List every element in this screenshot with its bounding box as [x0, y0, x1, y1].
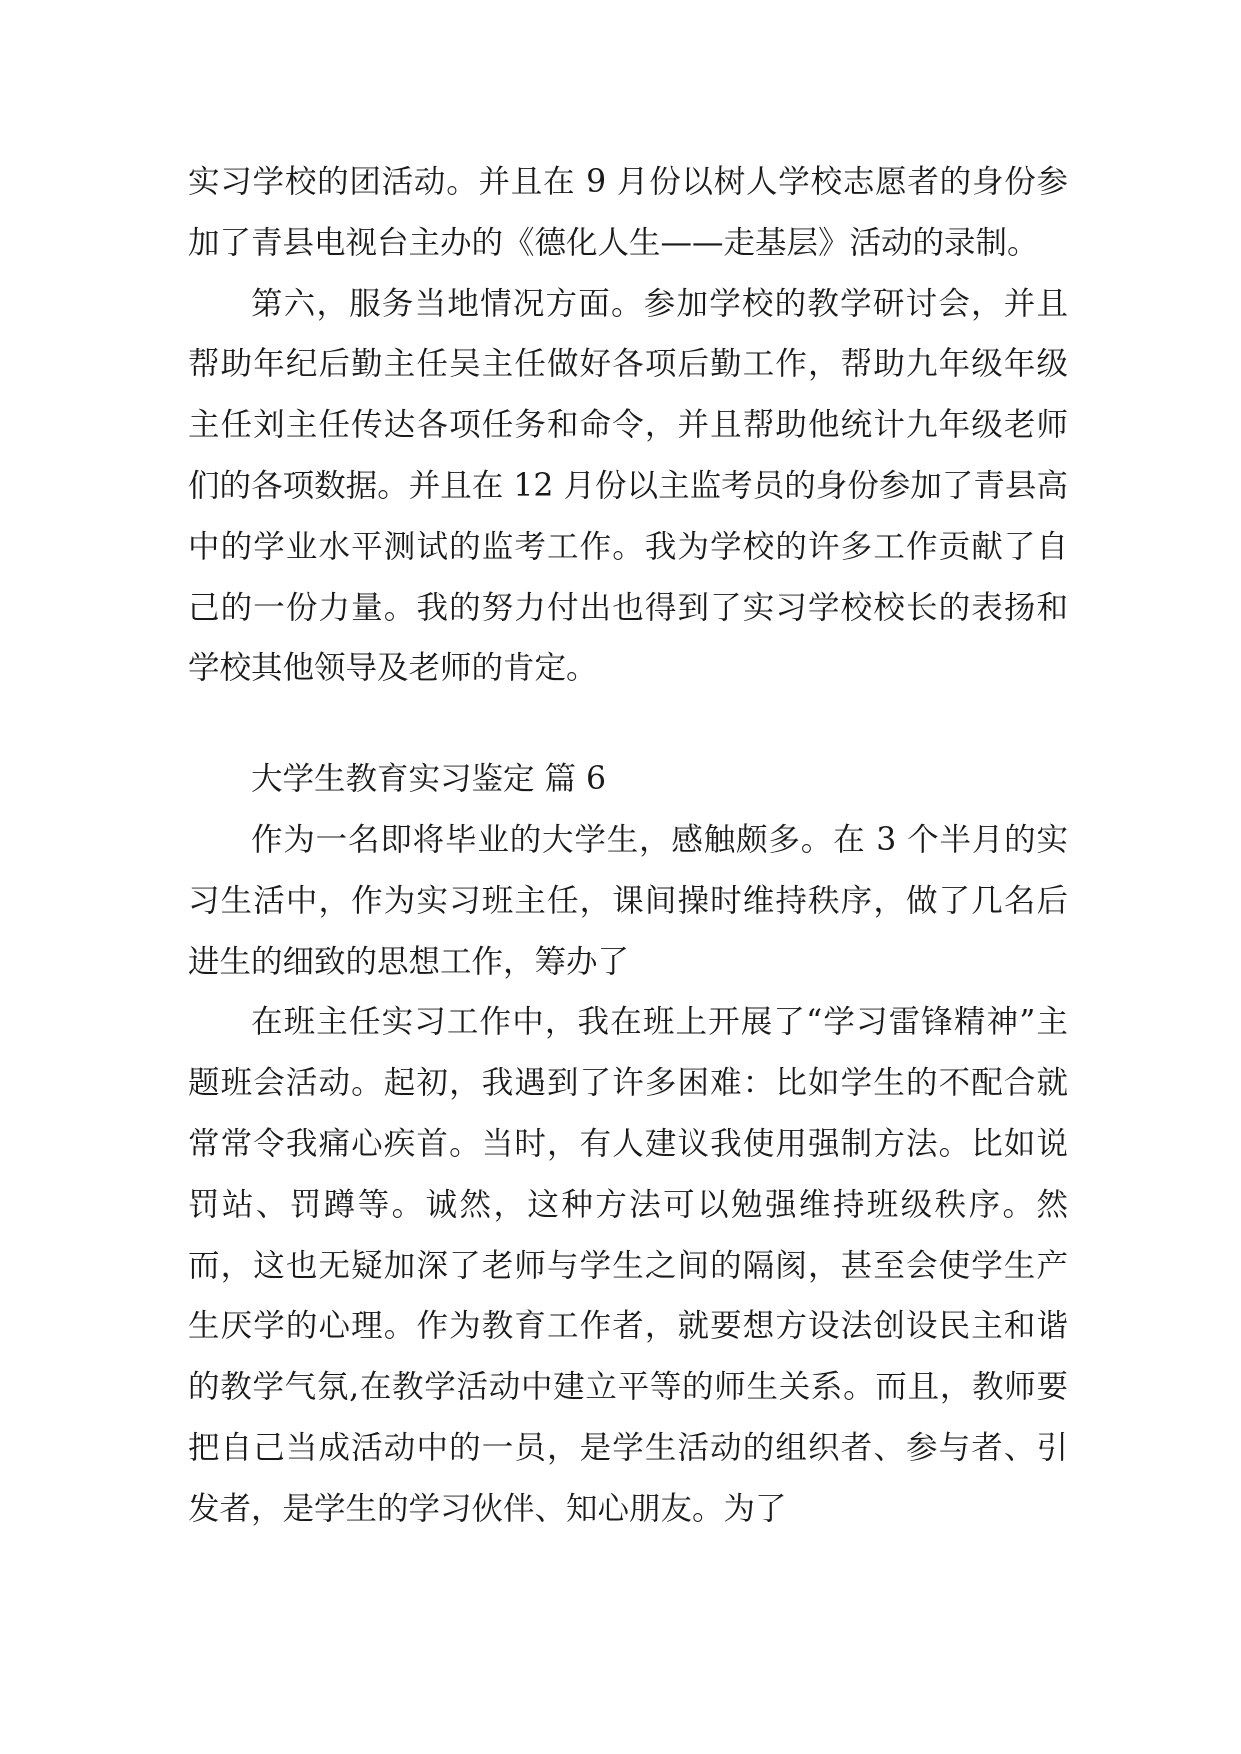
section-gap: [188, 699, 1068, 749]
paragraph-class-teacher: 在班主任实习工作中，我在班上开展了“学习雷锋精神”主题班会活动。起初，我遇到了许多困难：比如学生的不配合就常常令我痛心疾首。当时，有人建议我使用强制方法。比如说罚站、罚蹲等。诚然，这种方法可以勉强维持班级秩序。然而，这也无疑加深了老师与学生之间的隔阂，甚至会使学生产生厌学的心理。作为教育工作者，就要想方设法创设民主和谐的教学气氛,在教学活动中建立平等的师生关系。而且，教师要把自己当成活动中的一员，是学生活动的组织者、参与者、引发者，是学生的学习伙伴、知心朋友。为了: [188, 1004, 1068, 1527]
section-heading: 大学生教育实习鉴定 篇 6: [251, 761, 607, 798]
document-body: [188, 152, 1068, 1540]
paragraph-continuation: 实习学校的团活动。并且在 9 月份以树人学校志愿者的身份参加了青县电视台主办的《德化人生——走基层》活动的录制。: [188, 164, 1068, 261]
paragraph-intro: 作为一名即将毕业的大学生，感触颇多。在 3 个半月的实习生活中，作为实习班主任，课间操时维持秩序，做了几名后进生的细致的思想工作，筹办了: [188, 821, 1068, 980]
paragraph-service-local: 第六，服务当地情况方面。参加学校的教学研讨会，并且帮助年纪后勤主任吴主任做好各项后勤工作，帮助九年级年级主任刘主任传达各项任务和命令，并且帮助他统计九年级老师们的各项数据。并且在 12 月份以主监考员的身份参加了青县高中的学业水平测试的监考工作。我为学校的许多工作贡献了自己的一份力量。我的努力付出也得到了实习学校校长的表扬和学校其他领导及老师的肯定。: [188, 285, 1068, 687]
